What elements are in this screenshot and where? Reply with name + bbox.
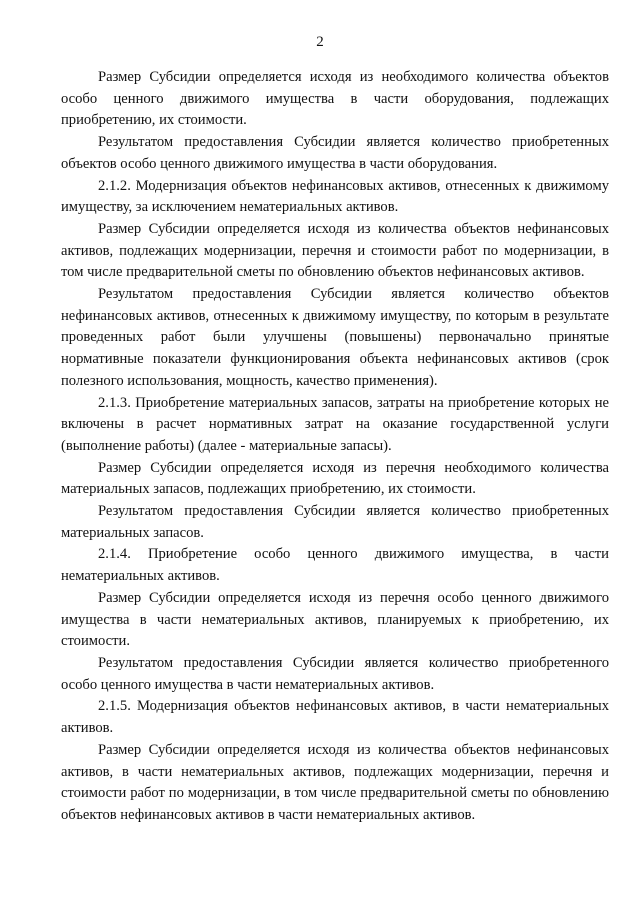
paragraph: Результатом предоставления Субсидии является количество приобретенных объектов особо ценного движимого имущества в части оборудования. [61, 134, 609, 172]
paragraph-section-2-1-5: 2.1.5. Модернизация объектов нефинансовых активов, в части нематериальных активов. [61, 698, 609, 737]
paragraph-section-2-1-4: 2.1.4. Приобретение особо ценного движимого имущества, в части нематериальных активов. [61, 546, 609, 585]
paragraph: Результатом предоставления Субсидии является количество объектов нефинансовых активов, отнесенных к движимому имуществу, по которым в результате проведенных работ были улучшены (повышены) первоначально принятые нормативные показатели функционирования объекта нефинансовых активов (срок полезного использования, мощность, качество применения). [61, 286, 609, 389]
paragraph: Размер Субсидии определяется исходя из необходимого количества объектов особо ценного движимого имущества в части оборудования, подлежащих приобретению, их стоимости. [61, 69, 609, 129]
document-body [61, 67, 609, 827]
page-number: 2 [316, 34, 324, 50]
paragraph: Результатом предоставления Субсидии является количество приобретенных материальных запасов. [61, 503, 609, 541]
paragraph-section-2-1-2: 2.1.2. Модернизация объектов нефинансовых активов, отнесенных к движимому имуществу, за исключением нематериальных активов. [61, 177, 609, 216]
paragraph: Размер Субсидии определяется исходя из количества объектов нефинансовых активов, подлежащих модернизации, перечня и стоимости работ по модернизации, в том числе предварительной сметы по обновлению объектов нефинансовых активов. [61, 220, 609, 281]
paragraph: Результатом предоставления Субсидии является количество приобретенного особо ценного имущества в части нематериальных активов. [61, 654, 609, 693]
paragraph: Размер Субсидии определяется исходя из количества объектов нефинансовых активов, в части нематериальных активов, подлежащих модернизации, перечня и стоимости работ по модернизации, в том числе предварительной сметы по обновлению объектов нефинансовых активов в части нематериальных активов. [61, 741, 609, 823]
paragraph: Размер Субсидии определяется исходя из перечня необходимого количества материальных запасов, подлежащих приобретению, их стоимости. [61, 459, 609, 498]
paragraph-section-2-1-3: 2.1.3. Приобретение материальных запасов, затраты на приобретение которых не включены в расчет нормативных затрат на оказание государственной услуги (выполнение работы) (далее - материальные запасы). [61, 394, 609, 454]
paragraph: Размер Субсидии определяется исходя из перечня особо ценного движимого имущества в части нематериальных активов, планируемых к приобретению, их стоимости. [61, 589, 609, 650]
